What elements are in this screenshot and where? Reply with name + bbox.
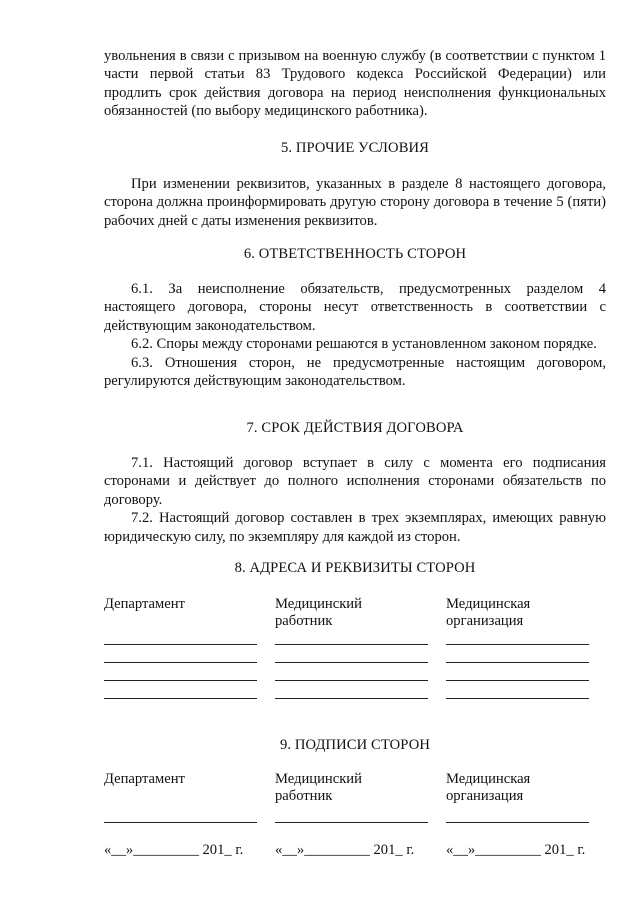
section-8-column-medical-worker bbox=[275, 596, 362, 630]
section-6-paragraph-2: 6.2. Споры между сторонами решаются в установленном законом порядке. bbox=[131, 336, 597, 353]
column-label-line1: Медицинский bbox=[275, 596, 362, 612]
blank-line[interactable] bbox=[446, 680, 589, 681]
section-7-paragraph-2: 7.2. Настоящий договор составлен в трех экземплярах, имеющих равную юридическую силу, по экземпляру для каждой из сторон. bbox=[104, 510, 606, 545]
blank-line[interactable] bbox=[104, 644, 257, 645]
section-5-paragraph-1: При изменении реквизитов, указанных в разделе 8 настоящего договора, сторона должна проинформировать другую сторону договора в течение 5 (пяти) рабочих дней с даты изменения реквизитов. bbox=[104, 176, 606, 229]
section-9-column-medical-worker bbox=[275, 771, 362, 805]
blank-line[interactable] bbox=[446, 698, 589, 699]
section-9-title: 9. ПОДПИСИ СТОРОН bbox=[280, 737, 430, 753]
column-label-line1: Медицинская bbox=[446, 771, 531, 787]
column-label-line2: работник bbox=[275, 613, 333, 629]
blank-line[interactable] bbox=[104, 680, 257, 681]
intro-block bbox=[104, 47, 606, 121]
column-label-line1: Департамент bbox=[104, 596, 185, 612]
blank-line[interactable] bbox=[275, 644, 428, 645]
blank-line[interactable] bbox=[446, 644, 589, 645]
column-label-line2: работник bbox=[275, 788, 333, 804]
column-label-line1: Медицинская bbox=[446, 596, 531, 612]
signature-line-department[interactable] bbox=[104, 822, 257, 823]
column-label-line2: организация bbox=[446, 613, 524, 629]
date-field-medical-organization[interactable]: «__»_________ 201_ г. bbox=[446, 842, 586, 858]
column-label-line2: организация bbox=[446, 788, 524, 804]
intro-paragraph: увольнения в связи с призывом на военную службу (в соответствии с пунктом 1 части первой статьи 83 Трудового кодекса Российской Федерации) или продлить срок действия договора на период неисполнения функциональных обязанностей (по выбору медицинского работника). bbox=[104, 48, 606, 120]
section-7-paragraph-1: 7.1. Настоящий договор вступает в силу с момента его подписания сторонами и действует до полного исполнения сторонами обязательств по договору. bbox=[104, 455, 606, 508]
blank-line[interactable] bbox=[104, 698, 257, 699]
section-6-paragraph-3: 6.3. Отношения сторон, не предусмотренные настоящим договором, регулируются действующим законодательством. bbox=[104, 354, 606, 390]
section-9-column-medical-organization bbox=[446, 771, 530, 805]
blank-line[interactable] bbox=[104, 662, 257, 663]
section-5-body bbox=[104, 175, 606, 230]
blank-line[interactable] bbox=[275, 698, 428, 699]
section-6-paragraph-1: 6.1. За неисполнение обязательств, предусмотренных разделом 4 настоящего договора, стороны несут ответственность в соответствии с действующим законодательством. bbox=[104, 281, 606, 334]
section-7-body bbox=[104, 454, 606, 546]
date-field-department[interactable]: «__»_________ 201_ г. bbox=[104, 842, 244, 858]
blank-line[interactable] bbox=[446, 662, 589, 663]
column-label-line1: Медицинский bbox=[275, 771, 362, 787]
section-8-title: 8. АДРЕСА И РЕКВИЗИТЫ СТОРОН bbox=[234, 560, 476, 576]
section-6-body bbox=[104, 280, 606, 390]
blank-line[interactable] bbox=[275, 662, 428, 663]
section-7-title: 7. СРОК ДЕЙСТВИЯ ДОГОВОРА bbox=[246, 420, 464, 436]
signature-line-medical-organization[interactable] bbox=[446, 822, 589, 823]
date-field-medical-worker[interactable]: «__»_________ 201_ г. bbox=[275, 842, 415, 858]
signature-line-medical-worker[interactable] bbox=[275, 822, 428, 823]
column-label-line1: Департамент bbox=[104, 771, 185, 787]
section-8-column-medical-organization bbox=[446, 596, 530, 630]
section-8-column-department bbox=[104, 596, 185, 613]
section-9-column-department bbox=[104, 771, 185, 788]
blank-line[interactable] bbox=[275, 680, 428, 681]
section-5-title: 5. ПРОЧИЕ УСЛОВИЯ bbox=[280, 140, 430, 156]
section-6-title: 6. ОТВЕТСТВЕННОСТЬ СТОРОН bbox=[243, 246, 467, 262]
